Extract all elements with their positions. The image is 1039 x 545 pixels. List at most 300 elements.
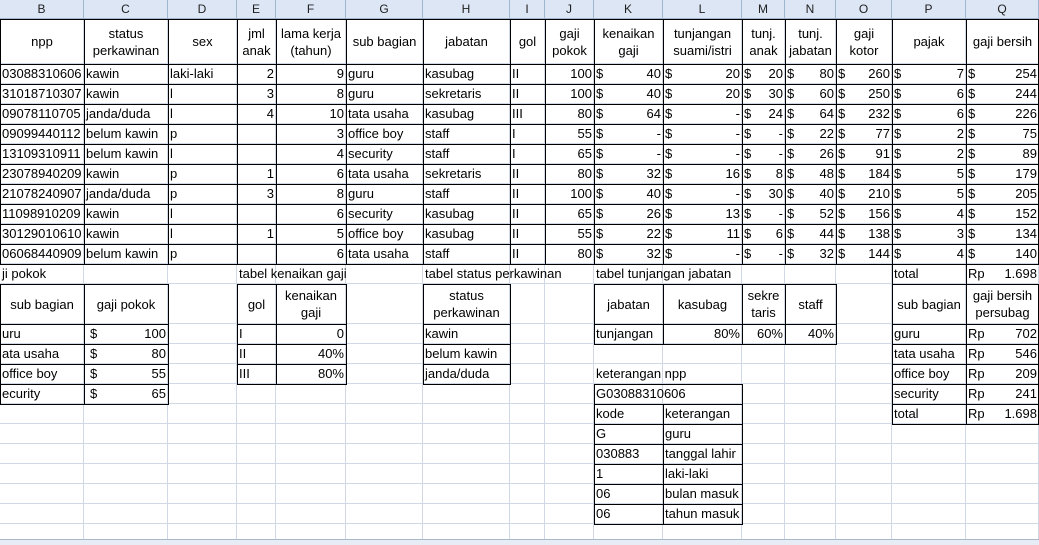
sex-cell[interactable]: p bbox=[170, 166, 178, 181]
gaji-pokok-cell[interactable]: 100 bbox=[144, 326, 166, 341]
npp-cell[interactable]: 31018710307 bbox=[2, 86, 82, 101]
sex-cell[interactable]: laki-laki bbox=[170, 66, 214, 81]
header-sub-bagian[interactable]: sub bagian bbox=[897, 296, 961, 312]
npp-cell[interactable]: 09099440112 bbox=[2, 126, 81, 141]
header-gaji-bersih-persubag[interactable]: gaji bersih persubag bbox=[972, 288, 1033, 320]
sub-bagian-cell[interactable]: security bbox=[348, 206, 393, 221]
gaji-pokok-cell[interactable]: 55 bbox=[577, 126, 592, 141]
currency-symbol[interactable]: $ bbox=[744, 126, 752, 141]
currency-symbol[interactable]: $ bbox=[596, 206, 604, 221]
currency-symbol[interactable]: $ bbox=[894, 206, 902, 221]
jabatan-cell[interactable]: staff bbox=[425, 146, 450, 161]
gol-cell[interactable]: I bbox=[512, 126, 516, 141]
anak-cell[interactable]: 3 bbox=[266, 86, 274, 101]
status-cell[interactable]: kawin bbox=[86, 226, 120, 241]
kenaikan-title[interactable]: tabel kenaikan gaji bbox=[239, 266, 347, 281]
column-header-c[interactable]: C bbox=[84, 0, 168, 19]
currency-symbol[interactable]: $ bbox=[665, 66, 673, 81]
anak-cell[interactable]: 1 bbox=[266, 226, 274, 241]
npp-cell[interactable]: 03088310606 bbox=[2, 66, 82, 81]
currency-symbol[interactable]: $ bbox=[596, 146, 604, 161]
sub-bagian-cell[interactable]: tata usaha bbox=[894, 346, 955, 361]
tjab-cell[interactable]: 52 bbox=[819, 206, 834, 221]
currency-symbol[interactable]: $ bbox=[838, 186, 846, 201]
tanak-cell[interactable]: - bbox=[778, 206, 783, 221]
status-cell[interactable]: kawin bbox=[425, 326, 459, 341]
gaji-pokok-cell[interactable]: 65 bbox=[577, 206, 592, 221]
kotor-cell[interactable]: 144 bbox=[868, 246, 890, 261]
currency-symbol[interactable]: $ bbox=[90, 326, 98, 341]
currency-symbol[interactable]: $ bbox=[596, 106, 604, 121]
rp-symbol[interactable]: Rp bbox=[968, 326, 985, 341]
currency-symbol[interactable]: $ bbox=[968, 206, 976, 221]
rp-symbol[interactable]: Rp bbox=[968, 386, 985, 401]
currency-symbol[interactable]: $ bbox=[596, 66, 604, 81]
sub-bagian-cell[interactable]: security bbox=[894, 386, 939, 401]
currency-symbol[interactable]: $ bbox=[787, 146, 795, 161]
header-sekretaris[interactable]: sekre taris bbox=[747, 288, 780, 320]
jabatan-cell[interactable]: staff bbox=[425, 126, 450, 141]
bersih-cell[interactable]: 254 bbox=[1015, 66, 1037, 81]
sub-bagian-cell[interactable]: guru bbox=[348, 66, 375, 81]
pajak-cell[interactable]: 4 bbox=[956, 246, 964, 261]
kotor-cell[interactable]: 250 bbox=[868, 86, 890, 101]
tunjangan-title[interactable]: tabel tunjangan jabatan bbox=[596, 266, 732, 281]
currency-symbol[interactable]: $ bbox=[665, 226, 673, 241]
header-status[interactable]: status perkawinan bbox=[92, 25, 160, 58]
gaji-pokok-cell[interactable]: 80 bbox=[577, 166, 592, 181]
header-gaji-kotor[interactable]: gaji kotor bbox=[849, 25, 879, 58]
header-gol[interactable]: gol bbox=[247, 296, 266, 312]
kode-cell[interactable]: G bbox=[596, 426, 607, 441]
header-sub-bagian[interactable]: sub bagian bbox=[10, 296, 74, 312]
gaji-pokok-cell[interactable]: 100 bbox=[570, 186, 592, 201]
anak-cell[interactable] bbox=[237, 124, 276, 144]
tjab-cell[interactable]: 32 bbox=[819, 246, 834, 261]
total-label[interactable]: total bbox=[894, 406, 919, 421]
sub-bagian-cell[interactable]: ata usaha bbox=[2, 346, 60, 361]
jabatan-cell[interactable]: kasubag bbox=[425, 206, 475, 221]
tsi-cell[interactable]: - bbox=[735, 146, 740, 161]
currency-symbol[interactable]: $ bbox=[838, 106, 846, 121]
header-jabatan[interactable]: jabatan bbox=[445, 34, 488, 49]
kenaikan-cell[interactable]: 40 bbox=[646, 86, 661, 101]
currency-symbol[interactable]: $ bbox=[838, 206, 846, 221]
gol-cell[interactable]: II bbox=[239, 346, 247, 361]
npp-cell[interactable]: 11098910209 bbox=[2, 206, 81, 221]
pajak-cell[interactable]: 5 bbox=[956, 186, 964, 201]
pajak-cell[interactable]: 7 bbox=[956, 66, 964, 81]
lama-cell[interactable]: 6 bbox=[336, 166, 344, 181]
currency-symbol[interactable]: $ bbox=[665, 166, 673, 181]
header-tunj-jab[interactable]: tunj. jabatan bbox=[789, 25, 832, 58]
header-npp[interactable]: npp bbox=[31, 34, 53, 49]
bersih-cell[interactable]: 89 bbox=[1022, 146, 1037, 161]
lama-cell[interactable]: 4 bbox=[336, 146, 344, 161]
anak-cell[interactable]: 3 bbox=[266, 186, 274, 201]
column-header-e[interactable]: E bbox=[237, 0, 276, 19]
tunjangan-label[interactable]: tunjangan bbox=[596, 326, 654, 341]
tsi-cell[interactable]: 20 bbox=[725, 86, 740, 101]
currency-symbol[interactable]: $ bbox=[838, 146, 846, 161]
anak-cell[interactable] bbox=[237, 144, 276, 164]
horizontal-scrollbar[interactable] bbox=[0, 539, 1039, 545]
tanak-cell[interactable]: 20 bbox=[768, 66, 783, 81]
header-kenaikan[interactable]: kenaikan gaji bbox=[284, 288, 338, 320]
lama-cell[interactable]: 8 bbox=[336, 86, 344, 101]
kenaikan-cell[interactable]: 40 bbox=[646, 66, 661, 81]
tjab-cell[interactable]: 64 bbox=[819, 106, 834, 121]
header-kasubag[interactable]: kasubag bbox=[677, 296, 728, 312]
currency-symbol[interactable]: $ bbox=[787, 206, 795, 221]
header-tunj-anak[interactable]: tunj. anak bbox=[749, 25, 778, 58]
kotor-cell[interactable]: 184 bbox=[868, 166, 890, 181]
currency-symbol[interactable]: $ bbox=[744, 86, 752, 101]
keterangan-cell[interactable]: tanggal lahir bbox=[665, 446, 736, 461]
gol-cell[interactable]: II bbox=[512, 86, 520, 101]
header-tunjangan[interactable]: tunjangan suami/istri bbox=[673, 25, 732, 58]
kotor-cell[interactable]: 260 bbox=[868, 66, 890, 81]
sub-bagian-cell[interactable]: guru bbox=[894, 326, 921, 341]
currency-symbol[interactable]: $ bbox=[787, 86, 795, 101]
column-header-g[interactable]: G bbox=[346, 0, 423, 19]
gol-cell[interactable]: II bbox=[512, 166, 520, 181]
status-cell[interactable]: janda/duda bbox=[425, 366, 490, 381]
bersih-cell[interactable]: 244 bbox=[1015, 86, 1037, 101]
currency-symbol[interactable]: $ bbox=[968, 146, 976, 161]
tanak-cell[interactable]: 6 bbox=[775, 226, 783, 241]
tsi-cell[interactable]: - bbox=[735, 126, 740, 141]
gaji-pokok-cell[interactable]: 80 bbox=[151, 346, 166, 361]
sub-bagian-cell[interactable]: office boy bbox=[2, 366, 58, 381]
currency-symbol[interactable]: $ bbox=[787, 166, 795, 181]
gol-cell[interactable]: II bbox=[512, 246, 520, 261]
sex-cell[interactable]: l bbox=[170, 146, 173, 161]
currency-symbol[interactable]: $ bbox=[894, 126, 902, 141]
sex-cell[interactable]: l bbox=[170, 86, 173, 101]
total-value[interactable]: 1.698 bbox=[1004, 266, 1037, 281]
currency-symbol[interactable]: $ bbox=[894, 86, 902, 101]
sex-cell[interactable]: p bbox=[170, 126, 178, 141]
rp-symbol[interactable]: Rp bbox=[968, 366, 985, 381]
currency-symbol[interactable]: $ bbox=[90, 386, 98, 401]
kenaikan-cell[interactable]: 22 bbox=[646, 226, 661, 241]
lama-cell[interactable]: 6 bbox=[336, 246, 344, 261]
currency-symbol[interactable]: $ bbox=[596, 246, 604, 261]
kode-cell[interactable]: 06 bbox=[596, 506, 611, 521]
currency-symbol[interactable]: $ bbox=[894, 66, 902, 81]
bersih-cell[interactable]: 152 bbox=[1015, 206, 1037, 221]
column-header-k[interactable]: K bbox=[594, 0, 663, 19]
tsi-cell[interactable]: - bbox=[735, 186, 740, 201]
jabatan-cell[interactable]: staff bbox=[425, 186, 450, 201]
sub-bagian-cell[interactable]: uru bbox=[2, 326, 21, 341]
currency-symbol[interactable]: $ bbox=[744, 66, 752, 81]
currency-symbol[interactable]: $ bbox=[838, 66, 846, 81]
currency-symbol[interactable]: $ bbox=[894, 186, 902, 201]
kenaikan-cell[interactable]: 32 bbox=[646, 246, 661, 261]
kotor-cell[interactable]: 138 bbox=[868, 226, 890, 241]
keterangan-cell[interactable]: guru bbox=[665, 426, 692, 441]
gaji-bersih-cell[interactable]: 702 bbox=[1015, 326, 1037, 341]
sex-cell[interactable]: p bbox=[170, 186, 178, 201]
kenaikan-cell[interactable]: 26 bbox=[646, 206, 661, 221]
header-staff[interactable]: staff bbox=[798, 296, 823, 312]
tunjangan-kasubag[interactable]: 80% bbox=[713, 326, 740, 341]
kode-cell[interactable]: 1 bbox=[596, 466, 604, 481]
currency-symbol[interactable]: $ bbox=[838, 166, 846, 181]
tanak-cell[interactable]: - bbox=[778, 246, 783, 261]
anak-cell[interactable]: 1 bbox=[266, 166, 274, 181]
jabatan-cell[interactable]: staff bbox=[425, 246, 450, 261]
npp-cell[interactable]: 21078240907 bbox=[2, 186, 82, 201]
currency-symbol[interactable]: $ bbox=[894, 226, 902, 241]
header-gaji-bersih[interactable]: gaji bersih bbox=[972, 34, 1033, 49]
tsi-cell[interactable]: 20 bbox=[725, 66, 740, 81]
tjab-cell[interactable]: 60 bbox=[819, 86, 834, 101]
npp-title[interactable]: keterangan npp bbox=[596, 366, 687, 381]
kotor-cell[interactable]: 91 bbox=[875, 146, 890, 161]
tjab-cell[interactable]: 22 bbox=[819, 126, 834, 141]
header-gol[interactable]: gol bbox=[518, 34, 537, 49]
anak-cell[interactable] bbox=[237, 204, 276, 224]
header-jml[interactable]: jml anak bbox=[242, 25, 271, 58]
keterangan-cell[interactable]: laki-laki bbox=[665, 466, 709, 481]
currency-symbol[interactable]: $ bbox=[665, 126, 673, 141]
npp-sample[interactable]: G03088310606 bbox=[596, 386, 686, 401]
column-header-h[interactable]: H bbox=[423, 0, 510, 19]
currency-symbol[interactable]: $ bbox=[596, 86, 604, 101]
header-gaji-pokok[interactable]: gaji pokok bbox=[552, 25, 587, 58]
kotor-cell[interactable]: 77 bbox=[875, 126, 890, 141]
gaji-pokok-cell[interactable]: 100 bbox=[570, 86, 592, 101]
header-sub[interactable]: sub bagian bbox=[352, 34, 417, 49]
currency-symbol[interactable]: $ bbox=[968, 86, 976, 101]
currency-symbol[interactable]: $ bbox=[596, 226, 604, 241]
status-cell[interactable]: janda/duda bbox=[86, 186, 151, 201]
total-label[interactable]: total bbox=[894, 266, 919, 281]
gaji-pokok-title[interactable]: ji pokok bbox=[2, 266, 47, 281]
sub-bagian-cell[interactable]: office boy bbox=[894, 366, 950, 381]
rp-symbol[interactable]: Rp bbox=[968, 406, 985, 421]
header-status[interactable]: status perkawinan bbox=[433, 288, 500, 320]
currency-symbol[interactable]: $ bbox=[744, 146, 752, 161]
gol-cell[interactable]: II bbox=[512, 186, 520, 201]
currency-symbol[interactable]: $ bbox=[787, 126, 795, 141]
tjab-cell[interactable]: 80 bbox=[819, 66, 834, 81]
currency-symbol[interactable]: $ bbox=[838, 126, 846, 141]
status-cell[interactable]: kawin bbox=[86, 166, 120, 181]
gol-cell[interactable]: III bbox=[239, 366, 250, 381]
column-header-b[interactable]: B bbox=[0, 0, 84, 19]
gaji-pokok-cell[interactable]: 55 bbox=[151, 366, 166, 381]
column-header-l[interactable]: L bbox=[663, 0, 742, 19]
column-header-d[interactable]: D bbox=[168, 0, 237, 19]
npp-cell[interactable]: 30129010610 bbox=[2, 226, 82, 241]
currency-symbol[interactable]: $ bbox=[90, 366, 98, 381]
tanak-cell[interactable]: - bbox=[778, 126, 783, 141]
bersih-cell[interactable]: 179 bbox=[1015, 166, 1037, 181]
status-cell[interactable]: kawin bbox=[86, 206, 120, 221]
currency-symbol[interactable]: $ bbox=[968, 126, 976, 141]
gol-cell[interactable]: II bbox=[512, 226, 520, 241]
currency-symbol[interactable]: $ bbox=[787, 106, 795, 121]
currency-symbol[interactable]: $ bbox=[596, 126, 604, 141]
gol-cell[interactable]: I bbox=[239, 326, 243, 341]
bersih-cell[interactable]: 75 bbox=[1022, 126, 1037, 141]
header-pajak[interactable]: pajak bbox=[913, 34, 945, 49]
kenaikan-cell[interactable]: 64 bbox=[646, 106, 661, 121]
header-kenaikan[interactable]: kenaikan gaji bbox=[602, 25, 655, 58]
npp-cell[interactable]: 23078940209 bbox=[2, 166, 82, 181]
kenaikan-cell[interactable]: 40% bbox=[317, 346, 344, 361]
sex-cell[interactable]: l bbox=[170, 226, 173, 241]
status-cell[interactable]: belum kawin bbox=[425, 346, 498, 361]
currency-symbol[interactable]: $ bbox=[596, 166, 604, 181]
kenaikan-cell[interactable]: 80% bbox=[317, 366, 344, 381]
column-header-q[interactable]: Q bbox=[966, 0, 1039, 19]
anak-cell[interactable] bbox=[237, 244, 276, 264]
npp-cell[interactable]: 13109310911 bbox=[2, 146, 81, 161]
column-header-j[interactable]: J bbox=[545, 0, 594, 19]
tanak-cell[interactable]: 8 bbox=[775, 166, 783, 181]
currency-symbol[interactable]: $ bbox=[596, 186, 604, 201]
lama-cell[interactable]: 9 bbox=[336, 66, 344, 81]
sex-cell[interactable]: l bbox=[170, 206, 173, 221]
gol-cell[interactable]: II bbox=[512, 66, 520, 81]
currency-symbol[interactable]: $ bbox=[968, 106, 976, 121]
npp-cell[interactable]: 09078110705 bbox=[2, 106, 81, 121]
currency-symbol[interactable]: $ bbox=[744, 206, 752, 221]
header-sex[interactable]: sex bbox=[192, 34, 213, 49]
currency-symbol[interactable]: $ bbox=[787, 186, 795, 201]
kode-cell[interactable]: 06 bbox=[596, 486, 611, 501]
gaji-pokok-cell[interactable]: 55 bbox=[577, 226, 592, 241]
currency-symbol[interactable]: $ bbox=[744, 226, 752, 241]
gaji-bersih-cell[interactable]: 546 bbox=[1015, 346, 1037, 361]
tanak-cell[interactable]: 30 bbox=[768, 86, 783, 101]
currency-symbol[interactable]: $ bbox=[838, 226, 846, 241]
currency-symbol[interactable]: $ bbox=[744, 166, 752, 181]
sub-bagian-cell[interactable]: security bbox=[348, 146, 393, 161]
pajak-cell[interactable]: 6 bbox=[956, 106, 964, 121]
jabatan-cell[interactable]: kasubag bbox=[425, 226, 475, 241]
currency-symbol[interactable]: $ bbox=[787, 246, 795, 261]
total-value[interactable]: 1.698 bbox=[1004, 406, 1037, 421]
gaji-pokok-cell[interactable]: 80 bbox=[577, 106, 592, 121]
lama-cell[interactable]: 3 bbox=[336, 126, 344, 141]
kenaikan-cell[interactable]: 40 bbox=[646, 186, 661, 201]
kenaikan-cell[interactable]: - bbox=[656, 126, 661, 141]
tsi-cell[interactable]: 11 bbox=[726, 226, 740, 241]
status-title[interactable]: tabel status perkawinan bbox=[425, 266, 562, 281]
gol-cell[interactable]: I bbox=[512, 146, 516, 161]
pajak-cell[interactable]: 2 bbox=[956, 126, 964, 141]
tjab-cell[interactable]: 48 bbox=[819, 166, 834, 181]
header-lama[interactable]: lama kerja (tahun) bbox=[281, 25, 341, 58]
sub-bagian-cell[interactable]: tata usaha bbox=[348, 106, 409, 121]
currency-symbol[interactable]: $ bbox=[665, 146, 673, 161]
keterangan-cell[interactable]: tahun masuk bbox=[665, 506, 740, 521]
column-header-o[interactable]: O bbox=[836, 0, 892, 19]
sex-cell[interactable]: p bbox=[170, 246, 178, 261]
tanak-cell[interactable]: 24 bbox=[768, 106, 783, 121]
tanak-cell[interactable]: 30 bbox=[768, 186, 783, 201]
status-cell[interactable]: kawin bbox=[86, 66, 120, 81]
kode-cell[interactable]: 030883 bbox=[596, 446, 640, 461]
currency-symbol[interactable]: $ bbox=[894, 166, 902, 181]
status-cell[interactable]: kawin bbox=[86, 86, 120, 101]
jabatan-cell[interactable]: sekretaris bbox=[425, 166, 482, 181]
column-header-m[interactable]: M bbox=[742, 0, 785, 19]
gaji-pokok-cell[interactable]: 65 bbox=[151, 386, 166, 401]
pajak-cell[interactable]: 3 bbox=[956, 226, 964, 241]
sub-bagian-cell[interactable]: tata usaha bbox=[348, 166, 409, 181]
tsi-cell[interactable]: 13 bbox=[725, 206, 740, 221]
sub-bagian-cell[interactable]: ecurity bbox=[2, 386, 41, 401]
currency-symbol[interactable]: $ bbox=[968, 246, 976, 261]
rp-symbol[interactable]: Rp bbox=[968, 266, 985, 281]
sub-bagian-cell[interactable]: office boy bbox=[348, 226, 404, 241]
lama-cell[interactable]: 5 bbox=[336, 226, 344, 241]
currency-symbol[interactable]: $ bbox=[894, 106, 902, 121]
bersih-cell[interactable]: 205 bbox=[1015, 186, 1037, 201]
pajak-cell[interactable]: 5 bbox=[956, 166, 964, 181]
status-cell[interactable]: belum kawin bbox=[86, 126, 159, 141]
currency-symbol[interactable]: $ bbox=[665, 106, 673, 121]
currency-symbol[interactable]: $ bbox=[968, 226, 976, 241]
status-cell[interactable]: janda/duda bbox=[86, 106, 151, 121]
bersih-cell[interactable]: 140 bbox=[1015, 246, 1037, 261]
jabatan-cell[interactable]: kasubag bbox=[425, 66, 475, 81]
kenaikan-cell[interactable]: - bbox=[656, 146, 661, 161]
header-jabatan[interactable]: jabatan bbox=[607, 296, 650, 312]
tsi-cell[interactable]: 16 bbox=[725, 166, 740, 181]
tjab-cell[interactable]: 26 bbox=[819, 146, 834, 161]
header-keterangan[interactable]: keterangan bbox=[665, 406, 731, 421]
kotor-cell[interactable]: 210 bbox=[868, 186, 890, 201]
sub-bagian-cell[interactable]: office boy bbox=[348, 126, 404, 141]
tsi-cell[interactable]: - bbox=[735, 246, 740, 261]
currency-symbol[interactable]: $ bbox=[968, 186, 976, 201]
tunjangan-sekretaris[interactable]: 60% bbox=[756, 326, 783, 341]
gaji-pokok-cell[interactable]: 100 bbox=[570, 66, 592, 81]
currency-symbol[interactable]: $ bbox=[787, 226, 795, 241]
tanak-cell[interactable]: - bbox=[778, 146, 783, 161]
status-cell[interactable]: belum kawin bbox=[86, 246, 159, 261]
column-header-n[interactable]: N bbox=[785, 0, 836, 19]
currency-symbol[interactable]: $ bbox=[665, 186, 673, 201]
bersih-cell[interactable]: 134 bbox=[1015, 226, 1037, 241]
currency-symbol[interactable]: $ bbox=[894, 246, 902, 261]
keterangan-cell[interactable]: bulan masuk bbox=[665, 486, 739, 501]
kotor-cell[interactable]: 156 bbox=[868, 206, 890, 221]
currency-symbol[interactable]: $ bbox=[744, 106, 752, 121]
kotor-cell[interactable]: 232 bbox=[868, 106, 890, 121]
jabatan-cell[interactable]: kasubag bbox=[425, 106, 475, 121]
tjab-cell[interactable]: 44 bbox=[819, 226, 834, 241]
currency-symbol[interactable]: $ bbox=[787, 66, 795, 81]
currency-symbol[interactable]: $ bbox=[665, 206, 673, 221]
kenaikan-cell[interactable]: 32 bbox=[646, 166, 661, 181]
currency-symbol[interactable]: $ bbox=[744, 246, 752, 261]
currency-symbol[interactable]: $ bbox=[744, 186, 752, 201]
currency-symbol[interactable]: $ bbox=[665, 86, 673, 101]
currency-symbol[interactable]: $ bbox=[894, 146, 902, 161]
npp-cell[interactable]: 06068440909 bbox=[2, 246, 82, 261]
status-cell[interactable]: belum kawin bbox=[86, 146, 159, 161]
sex-cell[interactable]: l bbox=[170, 106, 173, 121]
